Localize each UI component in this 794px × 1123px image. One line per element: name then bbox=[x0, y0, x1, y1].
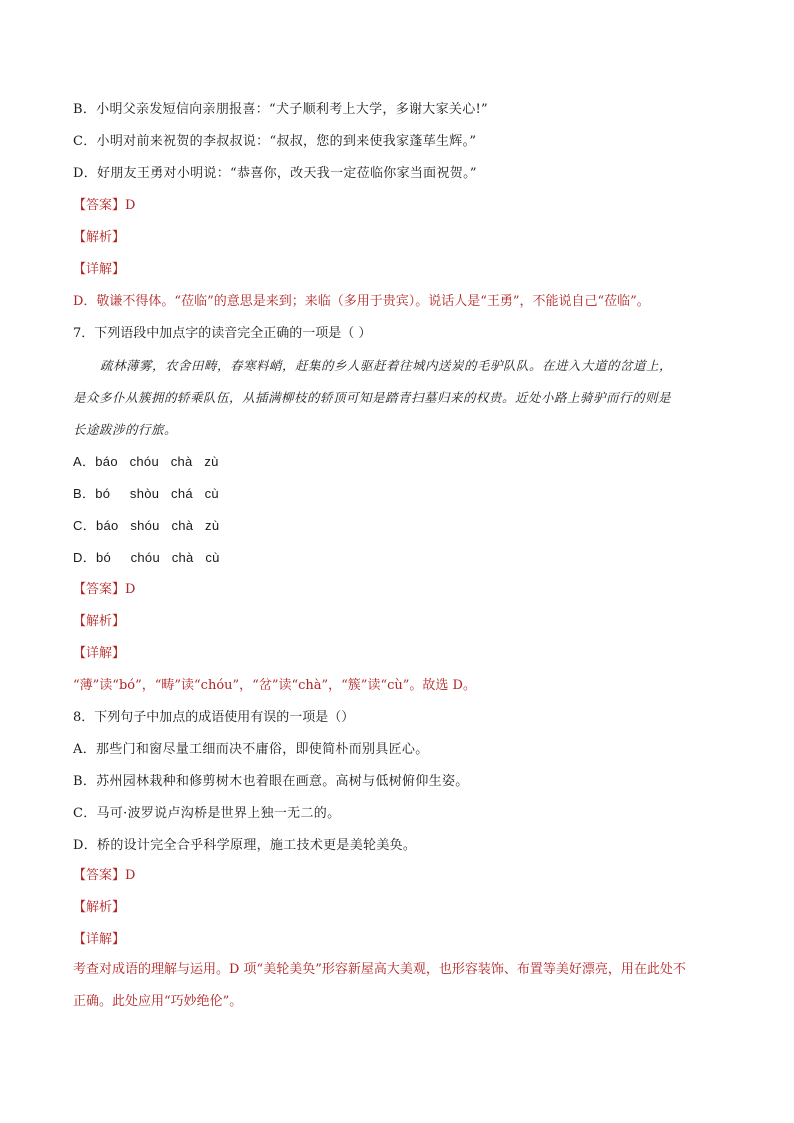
answer-value: D bbox=[125, 582, 136, 597]
q7-analysis-tag: 【解析】 bbox=[73, 614, 126, 629]
q7-passage-line-2: 是众多仆从簇拥的轿乘队伍，从插满柳枝的轿顶可知是踏青扫墓归来的权贵。近处小路上骑驴而行的则是 bbox=[73, 390, 672, 405]
q8-option-d: D．桥的设计完全合乎科学原理，施工技术更是美轮美奂。 bbox=[73, 838, 417, 853]
q7-option-d: D．bó chóu chà cù bbox=[73, 550, 220, 565]
answer-value: D bbox=[125, 198, 136, 213]
q8-option-a: A．那些门和窗尽量工细而决不庸俗，即使简朴而别具匠心。 bbox=[73, 742, 429, 757]
q7-detail-tag: 【详解】 bbox=[73, 646, 126, 661]
q8-explanation-line-1: 考查对成语的理解与运用。D 项“美轮美奂”形容新屋高大美观，也形容装饰、布置等美好漂亮，用在此处不 bbox=[73, 962, 686, 977]
q6-option-c: C．小明对前来祝贺的李叔叔说：“叔叔，您的到来使我家蓬荜生辉。” bbox=[73, 134, 477, 149]
answer-tag: 【答案】 bbox=[73, 198, 126, 213]
answer-value: D bbox=[125, 868, 136, 883]
q8-explanation-line-2: 正确。此处应用“巧妙绝伦”。 bbox=[73, 994, 243, 1009]
q7-option-a: A．báo chóu chà zù bbox=[73, 454, 219, 469]
q7-explanation: “薄”读“bó”，“畴”读“chóu”，“岔”读“chà”，“簇”读“cù”。故选 D。 bbox=[73, 678, 476, 693]
q6-answer bbox=[73, 196, 135, 216]
q6-option-d: D．好朋友王勇对小明说：“恭喜你，改天我一定莅临你家当面祝贺。” bbox=[73, 166, 477, 181]
q6-analysis-tag: 【解析】 bbox=[73, 230, 126, 245]
q6-option-b: B．小明父亲发短信向亲朋报喜：“犬子顺利考上大学，多谢大家关心!” bbox=[73, 102, 488, 117]
q8-option-b: B．苏州园林栽种和修剪树木也着眼在画意。高树与低树俯仰生姿。 bbox=[73, 774, 469, 789]
answer-tag: 【答案】 bbox=[73, 868, 126, 883]
answer-tag: 【答案】 bbox=[73, 582, 126, 597]
q8-stem: 8．下列句子中加点的成语使用有误的一项是（） bbox=[73, 710, 355, 725]
q6-explanation: D．敬谦不得体。“莅临”的意思是来到；来临（多用于贵宾）。说话人是“王勇”，不能说自己“莅临”。 bbox=[73, 294, 650, 309]
q7-option-b: B．bó shòu chá cù bbox=[73, 486, 219, 501]
q8-option-c: C．马可·波罗说卢沟桥是世界上独一无二的。 bbox=[73, 806, 341, 821]
q7-answer bbox=[73, 580, 135, 600]
q7-option-c: C．báo shóu chà zù bbox=[73, 518, 220, 533]
q8-detail-tag: 【详解】 bbox=[73, 932, 126, 947]
q6-detail-tag: 【详解】 bbox=[73, 262, 126, 277]
q7-passage-line-3: 长途跋涉的行旅。 bbox=[73, 422, 178, 437]
q7-stem: 7．下列语段中加点字的读音完全正确的一项是（ ） bbox=[73, 326, 372, 341]
q7-passage-line-1: 疏林薄雾，农舍田畴，春寒料峭，赶集的乡人驱赶着往城内送炭的毛驴队队。在进入大道的岔道上， bbox=[100, 358, 673, 373]
q8-analysis-tag: 【解析】 bbox=[73, 900, 126, 915]
q8-answer bbox=[73, 866, 135, 886]
